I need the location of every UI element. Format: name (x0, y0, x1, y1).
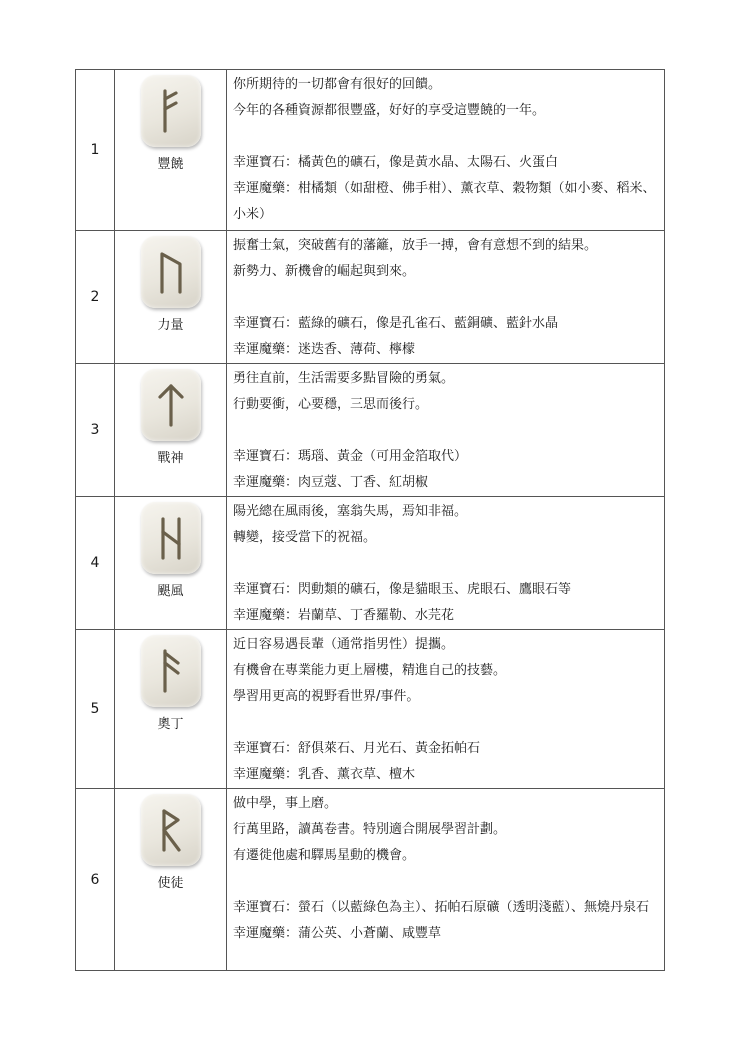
lucky-stones: 幸運寶石：藍綠的礦石，像是孔雀石、藍銅礦、藍針水晶 (233, 316, 559, 331)
meaning-line: 轉變，接受當下的祝福。 (233, 530, 377, 545)
meaning-line: 振奮士氣，突破舊有的藩籬，放手一搏，會有意想不到的結果。 (233, 238, 598, 253)
table-row (76, 630, 665, 789)
spacer (233, 418, 658, 444)
rune-cell (115, 630, 227, 789)
rune-name: 力量 (157, 318, 184, 333)
spacer (233, 869, 658, 895)
rune-table (75, 69, 665, 971)
meaning-line: 行動要衝，心要穩，三思而後行。 (233, 397, 429, 412)
meaning-line: 有遷徙他處和驛馬星動的機會。 (233, 848, 416, 863)
meaning-line: 陽光總在風雨後，塞翁失馬，焉知非福。 (233, 504, 468, 519)
table-row (76, 364, 665, 497)
table-row (76, 789, 665, 971)
lucky-herbs: 幸運魔藥：迷迭香、薄荷、檸檬 (233, 342, 416, 357)
meaning-line: 你所期待的一切都會有很好的回饋。 (233, 77, 442, 92)
rune-description (227, 231, 665, 364)
rune-description (227, 497, 665, 630)
rune-name: 豐饒 (157, 157, 184, 172)
row-number: 6 (76, 789, 115, 971)
rune-cell (115, 231, 227, 364)
rune-name: 奧丁 (157, 717, 184, 732)
rune-name: 使徒 (157, 876, 184, 891)
row-number: 4 (76, 497, 115, 630)
spacer (233, 124, 658, 150)
meaning-line: 勇往直前，生活需要多點冒險的勇氣。 (233, 371, 455, 386)
row-number: 5 (76, 630, 115, 789)
rune-description (227, 630, 665, 789)
tiwaz-rune-icon (141, 369, 201, 441)
row-number: 1 (76, 70, 115, 231)
rune-description (227, 70, 665, 231)
lucky-stones: 幸運寶石：閃動類的礦石，像是貓眼玉、虎眼石、鷹眼石等 (233, 582, 572, 597)
hagalaz-rune-icon (141, 502, 201, 574)
lucky-herbs: 幸運魔藥：蒲公英、小蒼蘭、咸豐草 (233, 926, 442, 941)
spacer (233, 710, 658, 736)
rune-cell (115, 70, 227, 231)
row-number: 2 (76, 231, 115, 364)
row-number: 3 (76, 364, 115, 497)
meaning-line: 近日容易遇長輩（通常指男性）提攜。 (233, 637, 455, 652)
lucky-stones: 幸運寶石：橘黃色的礦石，像是黃水晶、太陽石、火蛋白 (233, 155, 559, 170)
rune-cell (115, 789, 227, 971)
lucky-stones: 幸運寶石：舒俱萊石、月光石、黃金拓帕石 (233, 741, 481, 756)
meaning-line: 行萬里路，讀萬卷書。特別適合開展學習計劃。 (233, 822, 507, 837)
table-row (76, 70, 665, 231)
meaning-line: 新勢力、新機會的崛起與到來。 (233, 264, 416, 279)
spacer (233, 551, 658, 577)
fehu-rune-icon (141, 75, 201, 147)
meaning-line: 有機會在專業能力更上層樓，精進自己的技藝。 (233, 663, 507, 678)
lucky-herbs: 幸運魔藥：肉豆蔻、丁香、紅胡椒 (233, 475, 429, 490)
rune-cell (115, 497, 227, 630)
rune-name: 颶風 (157, 584, 184, 599)
ansuz-rune-icon (141, 635, 201, 707)
lucky-herbs: 幸運魔藥：岩蘭草、丁香羅勒、水芫花 (233, 608, 455, 623)
uruz-rune-icon (141, 236, 201, 308)
raidho-rune-icon (141, 794, 201, 866)
meaning-line: 學習用更高的視野看世界/事件。 (233, 689, 420, 704)
lucky-herbs: 幸運魔藥：乳香、薰衣草、檀木 (233, 767, 416, 782)
rune-cell (115, 364, 227, 497)
meaning-line: 做中學，事上磨。 (233, 796, 338, 811)
rune-description (227, 364, 665, 497)
table-row (76, 231, 665, 364)
rune-description (227, 789, 665, 971)
lucky-stones: 幸運寶石：螢石（以藍綠色為主）、拓帕石原礦（透明淺藍）、無燒丹泉石 (233, 900, 650, 915)
lucky-herbs: 幸運魔藥：柑橘類（如甜橙、佛手柑）、薰衣草、穀物類（如小麥、稻米、小米） (233, 181, 656, 222)
meaning-line: 今年的各種資源都很豐盛，好好的享受這豐饒的一年。 (233, 103, 546, 118)
spacer (233, 285, 658, 311)
rune-name: 戰神 (157, 451, 184, 466)
lucky-stones: 幸運寶石：瑪瑙、黃金（可用金箔取代） (233, 449, 468, 464)
table-row (76, 497, 665, 630)
